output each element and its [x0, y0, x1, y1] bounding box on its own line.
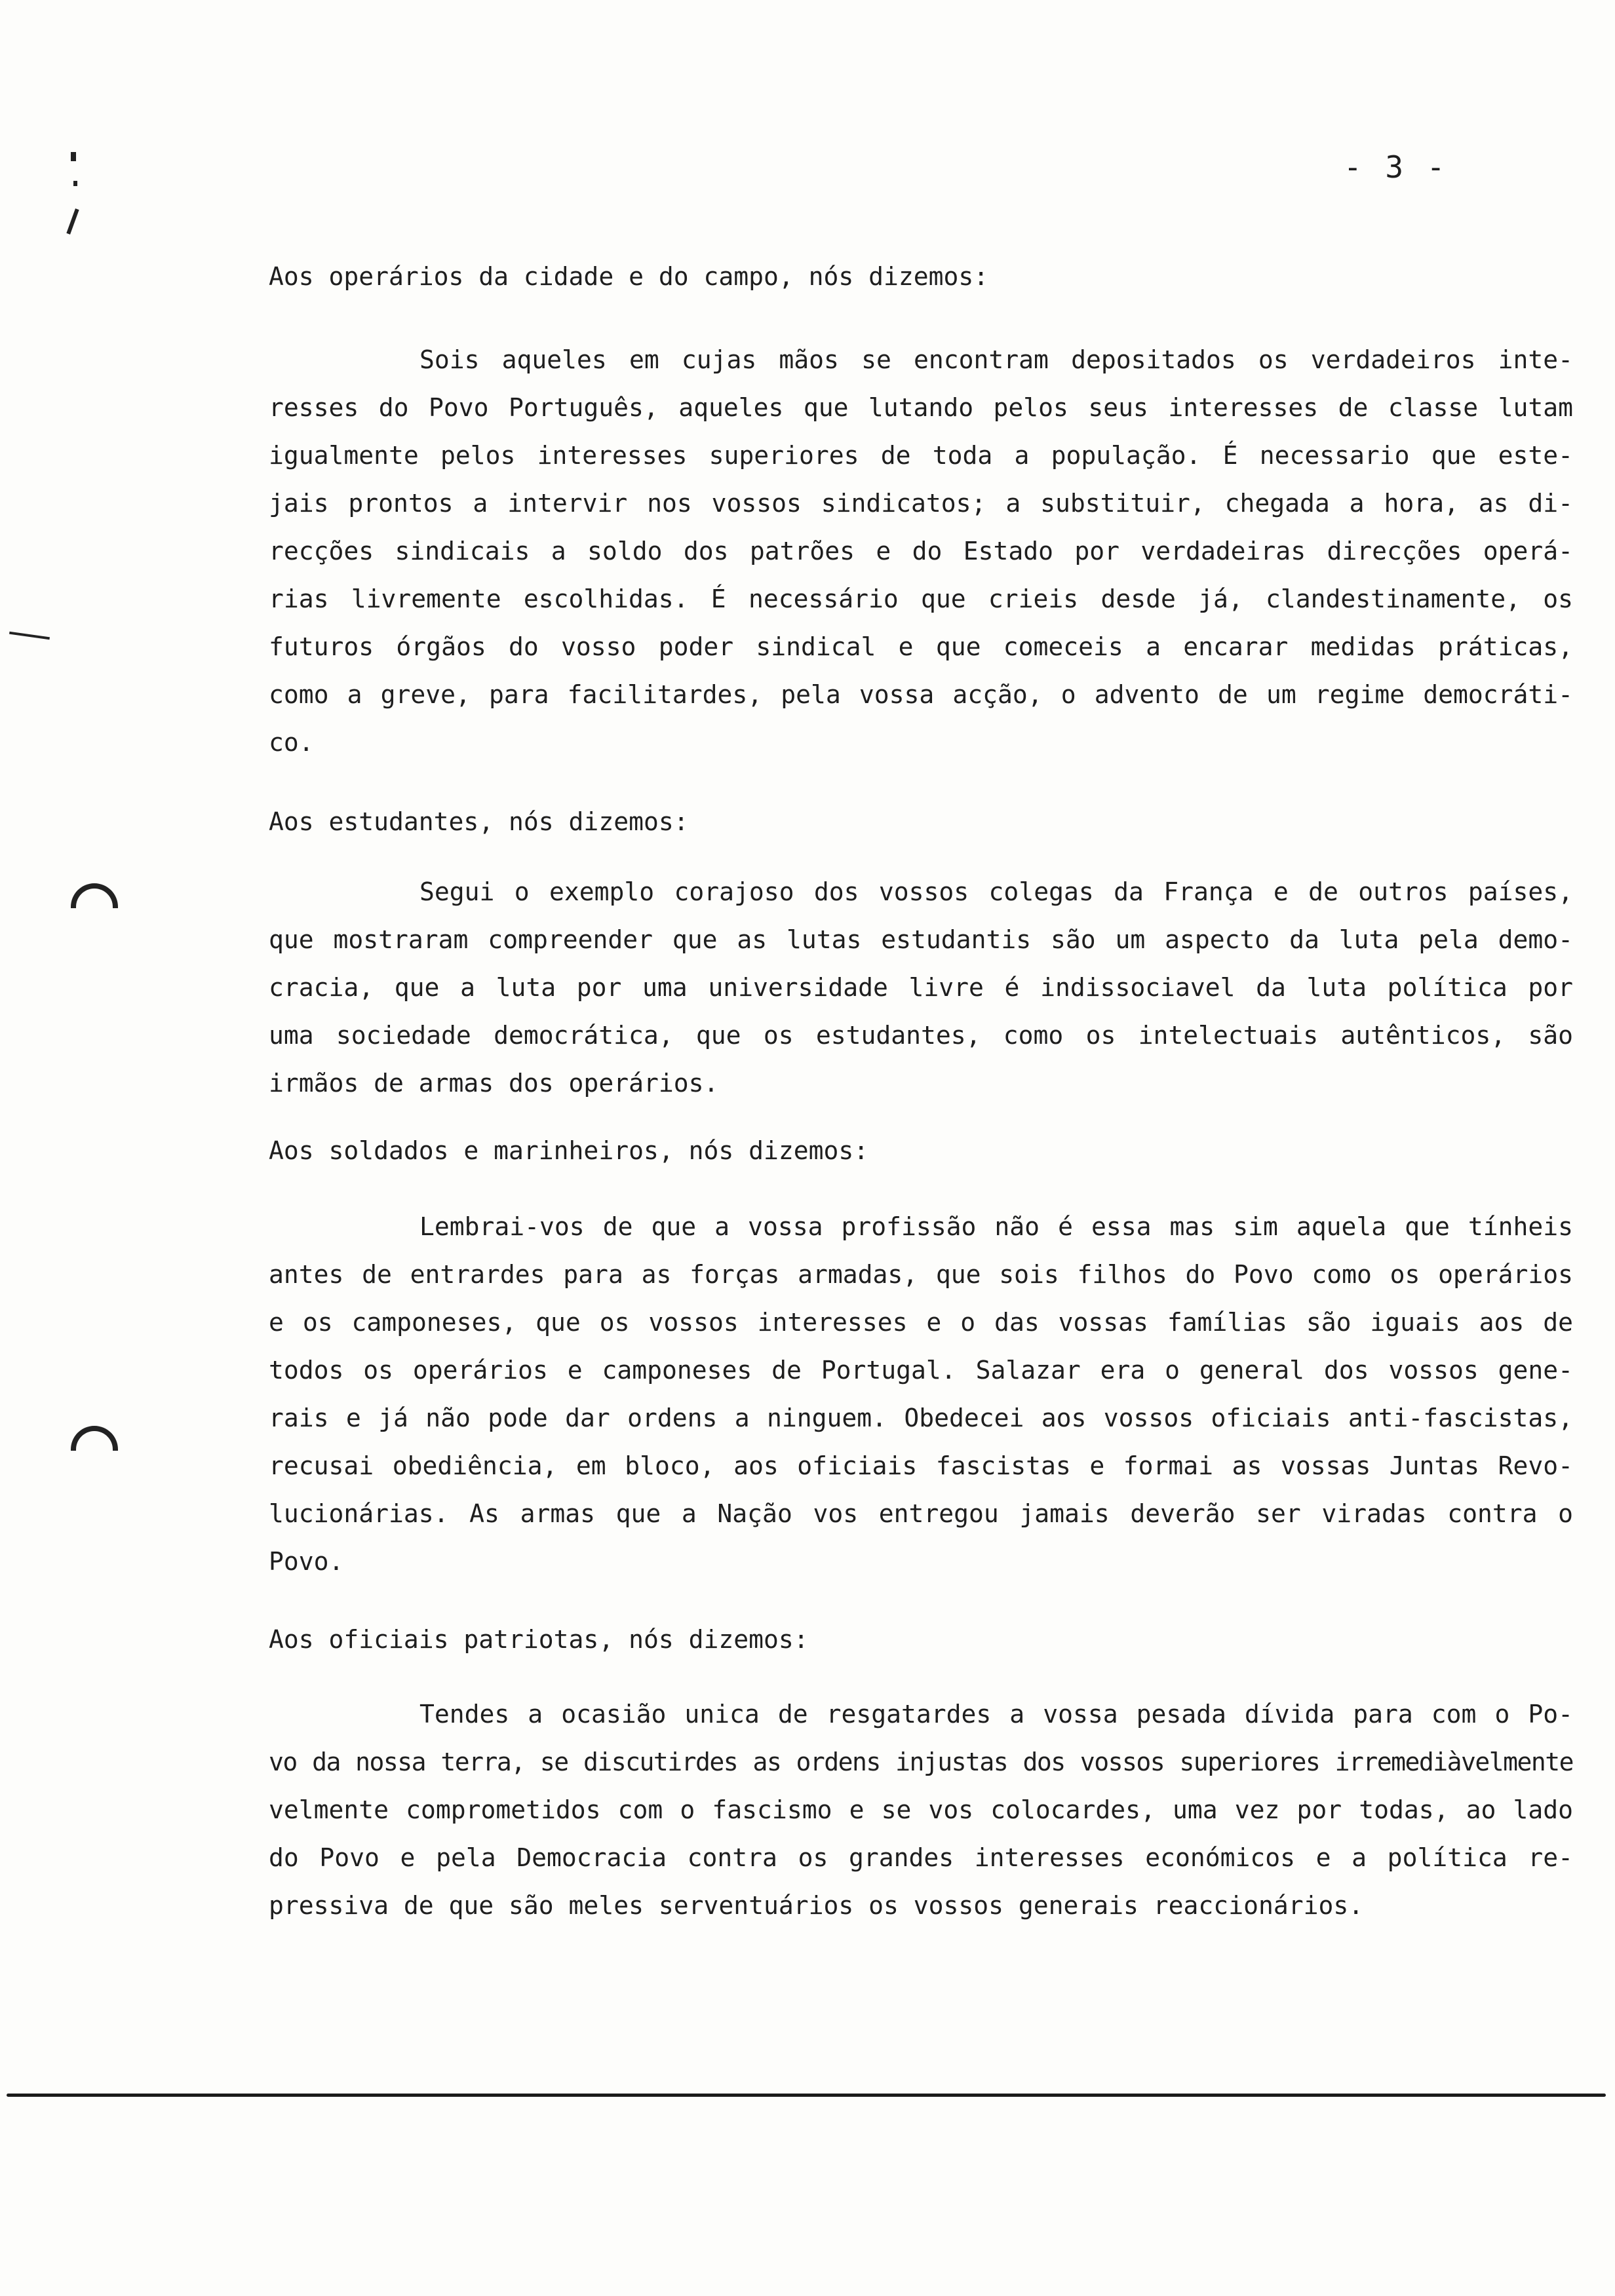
punch-hole-mark: [71, 1426, 118, 1451]
text-line: todos os operários e camponeses de Portugal. Salazar era o general dos vossos gene-: [269, 1356, 1573, 1385]
text-line: Sois aqueles em cujas mãos se encontram depositados os verdadeiros inte-: [419, 345, 1573, 374]
text-line: lucionárias. As armas que a Nação vos entregou jamais deverão ser viradas contra o: [269, 1499, 1573, 1528]
text-line: e os camponeses, que os vossos interesses e o das vossas famílias são iguais aos de: [269, 1308, 1573, 1337]
text-line: futuros órgãos do vosso poder sindical e que comeceis a encarar medidas práticas,: [269, 632, 1573, 661]
paragraph-students: [269, 868, 1573, 1107]
paragraph-soldiers: [269, 1203, 1573, 1586]
text-line: velmente comprometidos com o fascismo e se vos colocardes, uma vez por todas, ao lado: [269, 1795, 1573, 1824]
text-line: cracia, que a luta por uma universidade livre é indissociavel da luta política por: [269, 973, 1573, 1002]
margin-tick-mark: [71, 152, 76, 161]
text-line: Lembrai-vos de que a vossa profissão não é essa mas sim aquela que tínheis: [419, 1212, 1573, 1241]
footer-rule: [7, 2094, 1606, 2097]
text-line: que mostraram compreender que as lutas estudantis são um aspecto da luta pela demo-: [269, 925, 1573, 954]
page-number: - 3 -: [1344, 149, 1448, 185]
text-line: rias livremente escolhidas. É necessário que crieis desde já, clandestinamente, os: [269, 584, 1573, 613]
text-line: recusai obediência, em bloco, aos oficiais fascistas e formai as vossas Juntas Revo-: [269, 1451, 1573, 1480]
text-line: como a greve, para facilitardes, pela vossa acção, o advento de um regime democráti-: [269, 680, 1573, 709]
paragraph-officers: [269, 1691, 1573, 1930]
text-line: do Povo e pela Democracia contra os grandes interesses económicos e a política re-: [269, 1843, 1573, 1872]
section-heading-soldiers: Aos soldados e marinheiros, nós dizemos:: [269, 1136, 869, 1165]
text-line: resses do Povo Português, aqueles que lutando pelos seus interesses de classe lutam: [269, 393, 1573, 422]
section-heading-students: Aos estudantes, nós dizemos:: [269, 807, 689, 836]
margin-tick-mark: [66, 208, 79, 235]
text-line: uma sociedade democrática, que os estudantes, como os intelectuais autênticos, são: [269, 1021, 1573, 1050]
text-line: vo da nossa terra, se discutirdes as ordens injustas dos vossos superiores irremediàvelmente: [269, 1748, 1573, 1776]
punch-hole-mark: [71, 883, 118, 908]
text-line: antes de entrardes para as forças armadas, que sois filhos do Povo como os operários: [269, 1260, 1573, 1289]
text-line: Povo.: [269, 1547, 344, 1576]
text-line: co.: [269, 728, 314, 757]
paragraph-workers: [269, 336, 1573, 767]
text-line: rais e já não pode dar ordens a ninguem. Obedecei aos vossos oficiais anti-fascistas,: [269, 1404, 1573, 1432]
text-line: recções sindicais a soldo dos patrões e do Estado por verdadeiras direcções operá-: [269, 537, 1573, 565]
text-line: pressiva de que são meles serventuários os vossos generais reaccionários.: [269, 1891, 1364, 1920]
text-line: jais prontos a intervir nos vossos sindicatos; a substituir, chegada a hora, as di-: [269, 489, 1573, 518]
margin-tick-mark: [9, 632, 50, 640]
margin-tick-mark: [73, 181, 77, 186]
text-line: irmãos de armas dos operários.: [269, 1069, 719, 1098]
text-line: Tendes a ocasião unica de resgatardes a vossa pesada dívida para com o Po-: [419, 1700, 1573, 1729]
text-line: Segui o exemplo corajoso dos vossos colegas da França e de outros países,: [419, 877, 1573, 906]
text-line: igualmente pelos interesses superiores de toda a população. É necessario que este-: [269, 441, 1573, 470]
section-heading-officers: Aos oficiais patriotas, nós dizemos:: [269, 1625, 809, 1654]
section-heading-workers: Aos operários da cidade e do campo, nós dizemos:: [269, 262, 989, 291]
